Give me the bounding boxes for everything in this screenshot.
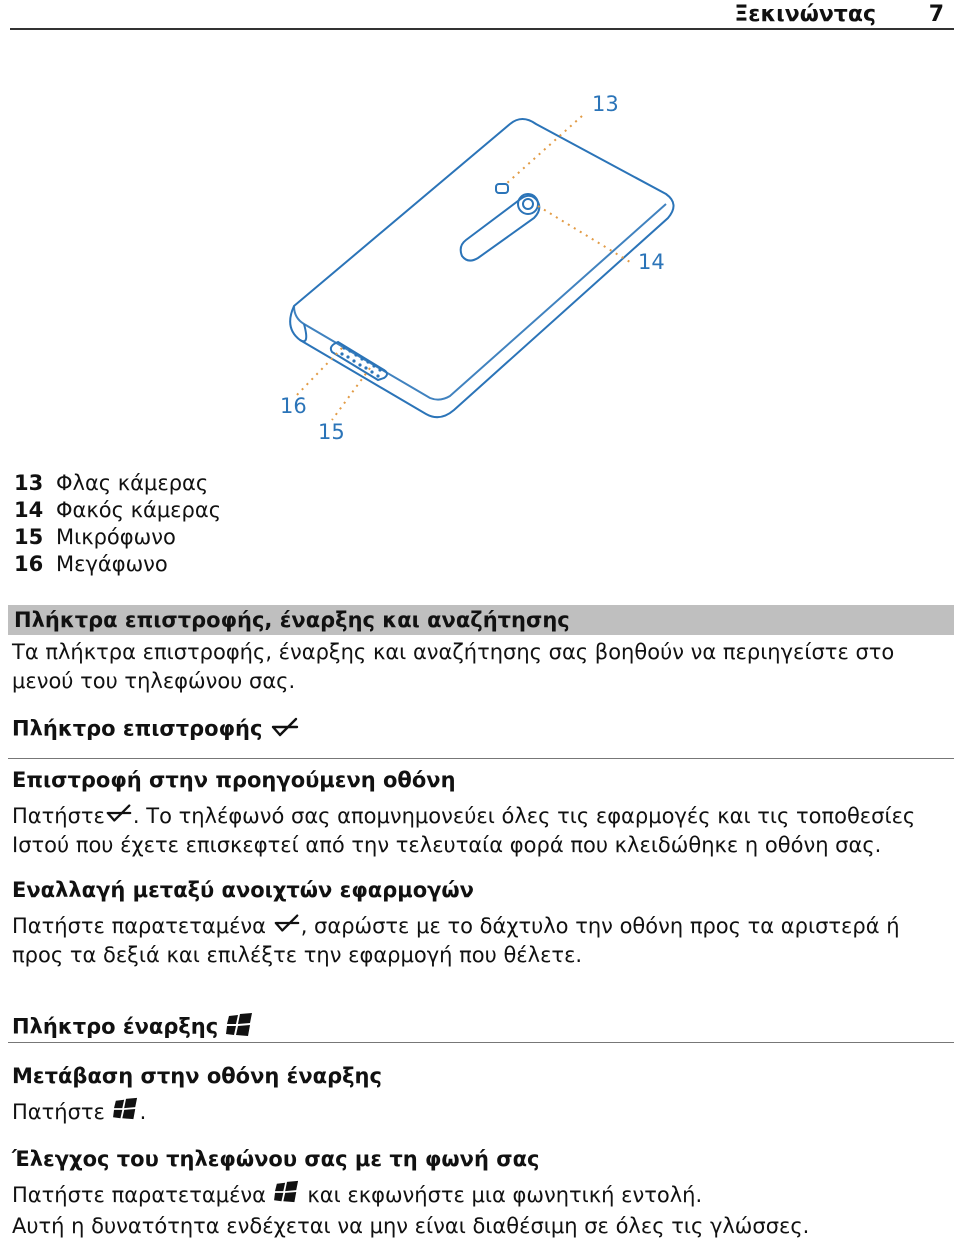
- legend-label: Μεγάφωνο: [56, 552, 168, 576]
- divider: [8, 1042, 954, 1043]
- phone-drawing: [270, 80, 690, 460]
- start-sub2-title: Έλεγχος του τηλεφώνου σας με τη φωνή σας: [12, 1147, 540, 1171]
- text-fragment: Πατήστε παρατεταμένα: [12, 914, 266, 938]
- back-sub1-line-1: [12, 802, 915, 832]
- page-number: 7: [928, 2, 944, 27]
- text-fragment: . Το τηλέφωνό σας απομνημονεύει όλες τις εφαρμογές και τις τοποθεσίες: [132, 804, 916, 828]
- back-sub2-line-1: [12, 912, 900, 942]
- text-fragment: .: [139, 1100, 147, 1124]
- legend-label: Μικρόφωνο: [56, 525, 176, 549]
- back-key-title: Πλήκτρο επιστροφής: [12, 716, 263, 741]
- back-arrow-icon: [105, 802, 133, 832]
- start-sub1-title: Μετάβαση στην οθόνη έναρξης: [12, 1064, 382, 1088]
- legend-number: 16: [14, 552, 44, 576]
- section-intro-line-1: Τα πλήκτρα επιστροφής, έναρξης και αναζήτησης σας βοηθούν να περιηγείστε στο: [12, 640, 895, 664]
- callout-14: 14: [638, 250, 665, 274]
- windows-logo-icon: [225, 1012, 255, 1043]
- back-sub1-title: Επιστροφή στην προηγούμενη οθόνη: [12, 768, 456, 792]
- callout-16: 16: [280, 394, 307, 418]
- text-fragment: , σαρώστε με το δάχτυλο την οθόνη προς τα αριστερά ή: [300, 914, 900, 938]
- windows-logo-icon: [112, 1097, 140, 1129]
- legend-label: Φακός κάμερας: [56, 498, 222, 522]
- legend-number: 14: [14, 498, 44, 522]
- back-sub2-title: Εναλλαγή μεταξύ ανοιχτών εφαρμογών: [12, 878, 474, 902]
- start-sub2-line-2: Αυτή η δυνατότητα ενδέχεται να μην είναι διαθέσιμη σε όλες τις γλώσσες.: [12, 1214, 810, 1238]
- start-key-heading: [12, 1012, 255, 1043]
- callout-15: 15: [318, 420, 345, 444]
- windows-logo-icon: [273, 1180, 301, 1212]
- legend-label: Φλας κάμερας: [56, 471, 209, 495]
- figure-legend: [14, 470, 221, 578]
- legend-item: [14, 470, 221, 497]
- divider: [8, 758, 954, 759]
- start-sub1-line: [12, 1097, 146, 1129]
- back-sub2-line-2: προς τα δεξιά και επιλέξτε την εφαρμογή που θέλετε.: [12, 943, 583, 967]
- legend-number: 13: [14, 471, 44, 495]
- back-arrow-icon: [273, 912, 301, 942]
- header-section-title: Ξεκινώντας: [734, 2, 876, 27]
- start-sub2-line-1: [12, 1180, 702, 1212]
- section-title-banner: Πλήκτρα επιστροφής, έναρξης και αναζήτησης: [8, 605, 954, 635]
- text-fragment: Πατήστε: [12, 1100, 105, 1124]
- section-intro-line-2: μενού του τηλεφώνου σας.: [12, 669, 296, 693]
- text-fragment: Πατήστε παρατεταμένα: [12, 1183, 266, 1207]
- legend-item: [14, 497, 221, 524]
- legend-item: [14, 524, 221, 551]
- text-fragment: Πατήστε: [12, 804, 105, 828]
- phone-back-illustration: [270, 80, 690, 460]
- back-key-heading: [12, 716, 300, 743]
- start-key-title: Πλήκτρο έναρξης: [12, 1014, 219, 1039]
- text-fragment: και εκφωνήστε μια φωνητική εντολή.: [307, 1183, 703, 1207]
- page-header: [10, 0, 954, 30]
- back-arrow-icon: [270, 716, 300, 743]
- legend-item: [14, 551, 221, 578]
- legend-number: 15: [14, 525, 44, 549]
- back-sub1-line-2: Ιστού που έχετε επισκεφτεί από την τελευταία φορά που κλειδώθηκε η οθόνη σας.: [12, 833, 882, 857]
- callout-13: 13: [592, 92, 619, 116]
